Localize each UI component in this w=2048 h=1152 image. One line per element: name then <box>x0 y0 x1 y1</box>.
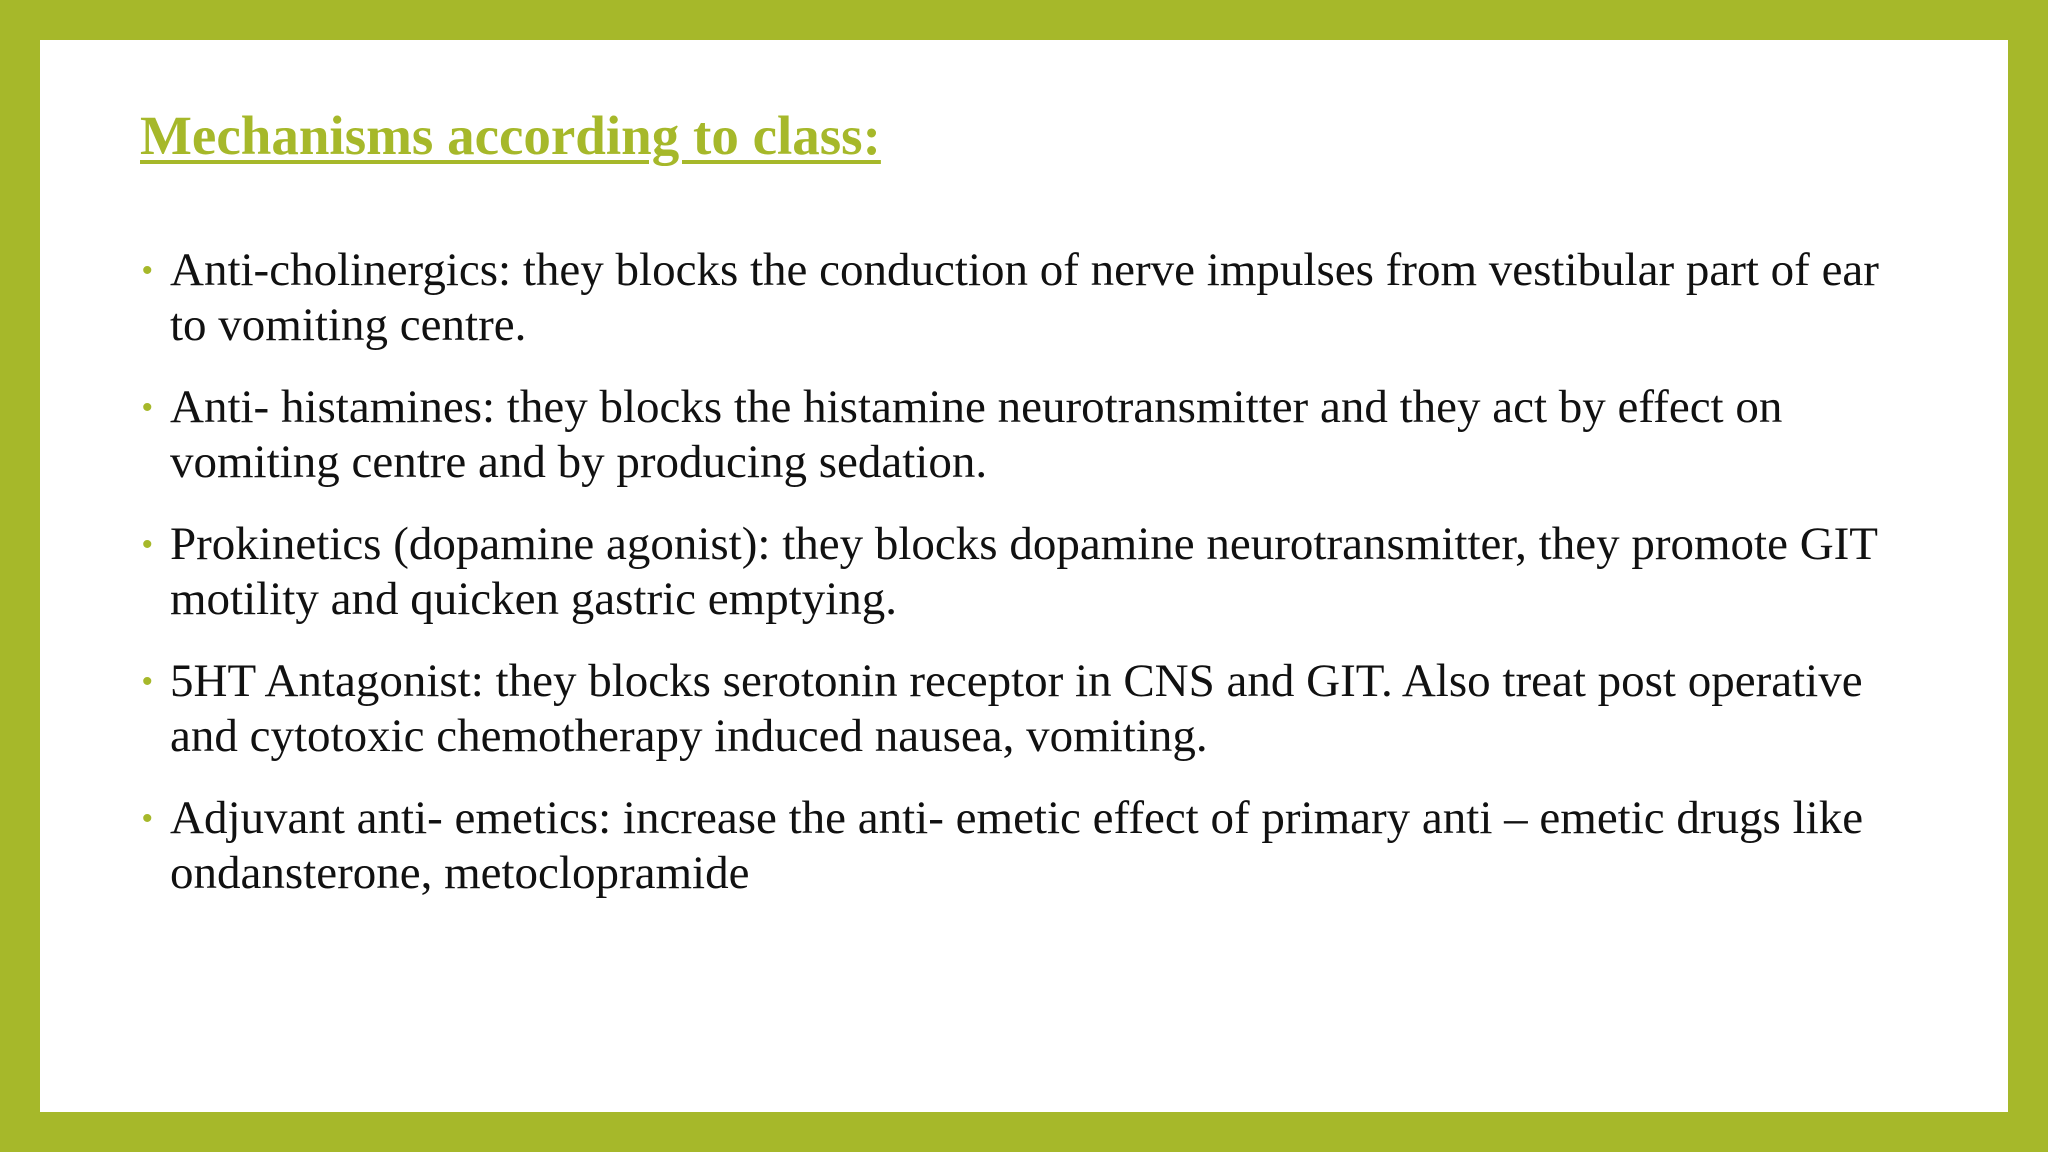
bullet-dot-icon: • <box>142 528 153 561</box>
bullet-item-prokinetics <box>140 517 1880 627</box>
bullet-dot-icon: • <box>142 665 153 698</box>
bullet-item-anti-cholinergics <box>140 243 1880 353</box>
bullet-text: Anti-cholinergics: they blocks the conduction of nerve impulses from vestibular part of ear to vomiting centre. <box>170 244 1879 351</box>
bullet-item-adjuvant-anti-emetics <box>140 791 1880 901</box>
bullet-item-anti-histamines <box>140 380 1880 490</box>
bullet-dot-icon: • <box>142 254 153 287</box>
bullet-list <box>140 243 1880 928</box>
bullet-text: Anti- histamines: they blocks the histamine neurotransmitter and they act by effect on vomiting centre and by producing sedation. <box>170 381 1783 488</box>
slide-title: Mechanisms according to class: <box>140 105 881 166</box>
slide <box>40 40 2008 1112</box>
bullet-text: Prokinetics (dopamine agonist): they blocks dopamine neurotransmitter, they promote GIT motility and quicken gastric emptying. <box>170 518 1878 625</box>
bullet-text: 5HT Antagonist: they blocks serotonin receptor in CNS and GIT. Also treat post operative and cytotoxic chemotherapy induced nausea, vomiting. <box>170 655 1863 762</box>
bullet-dot-icon: • <box>142 802 153 835</box>
bullet-dot-icon: • <box>142 391 153 424</box>
bullet-item-5ht-antagonist <box>140 654 1880 764</box>
bullet-text: Adjuvant anti- emetics: increase the anti- emetic effect of primary anti – emetic drugs like ondansterone, metoclopramide <box>170 792 1864 899</box>
